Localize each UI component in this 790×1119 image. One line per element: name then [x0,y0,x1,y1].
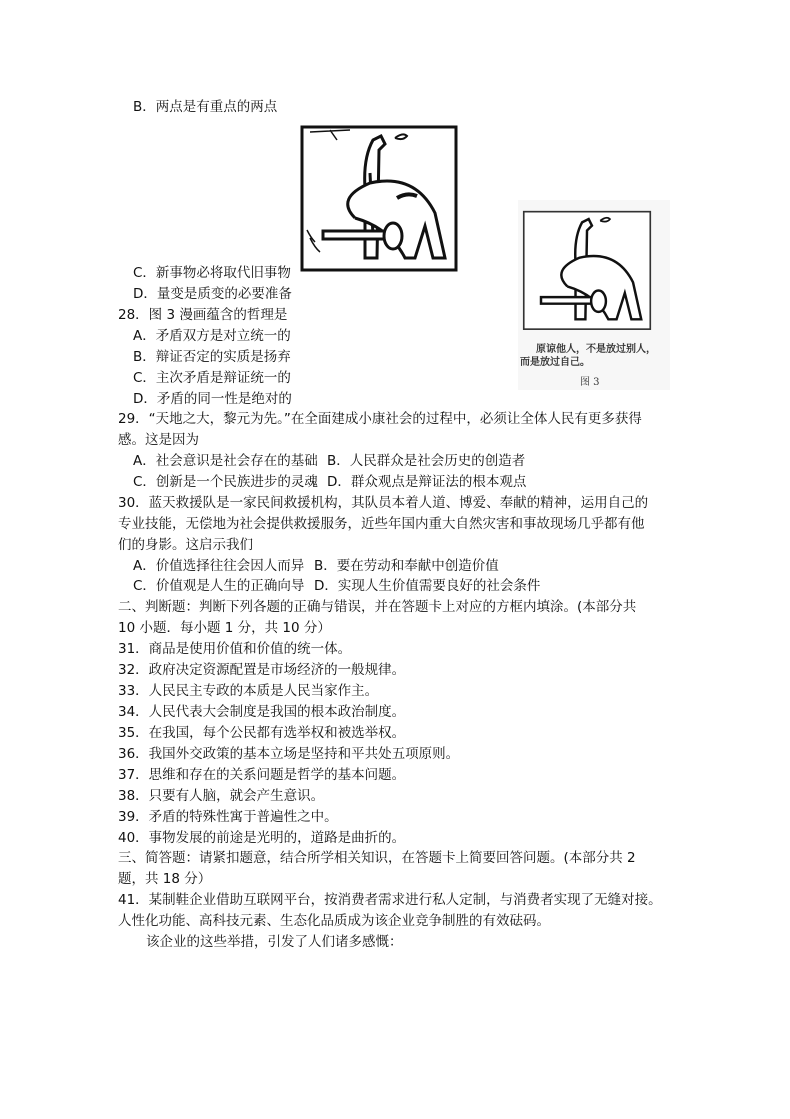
figure-caption-line2: 而是放过自己。 [520,357,590,368]
judgment-item: 38．只要有人脑，就会产生意识。 [118,788,325,804]
judgment-item: 35．在我国，每个公民都有选举权和被选举权。 [118,725,406,741]
q30-option-d: D．实现人生价值需要良好的社会条件 [314,578,541,594]
judgment-item: 34．人民代表大会制度是我国的根本政治制度。 [118,704,406,720]
section3-heading-line2: 题，共 18 分） [118,871,212,887]
q30-stem-line1: 30．蓝天救援队是一家民间救援机构，其队员本着人道、博爱、奉献的精神，运用自己的 [118,495,649,511]
judgment-item: 37．思维和存在的关系问题是哲学的基本问题。 [118,767,406,783]
q27-option-b: B．两点是有重点的两点 [133,99,278,115]
judgment-item: 40．事物发展的前途是光明的，道路是曲折的。 [118,830,406,846]
q29-option-a: A．社会意识是社会存在的基础 [133,453,318,469]
q30-stem-line2: 专业技能，无偿地为社会提供救援服务，近些年国内重大自然灾害和事故现场几乎都有他 [118,516,645,532]
section2-heading-line1: 二、判断题：判断下列各题的正确与错误，并在答题卡上对应的方框内填涂。(本部分共 [118,599,637,615]
q27-option-c: C．新事物必将取代旧事物 [133,265,291,281]
q29-stem-line2: 感。这是因为 [118,432,199,448]
q28-option-c: C．主次矛盾是辩证统一的 [133,370,291,386]
q30-option-b: B．要在劳动和奉献中创造价值 [314,558,499,574]
figure-label: 图 3 [580,377,600,388]
judgment-item: 31．商品是使用价值和价值的统一体。 [118,641,352,657]
q27-option-d: D．量变是质变的必要准备 [133,286,292,302]
q29-option-c: C．创新是一个民族进步的灵魂 [133,474,318,490]
q29-option-d: D．群众观点是辩证法的根本观点 [327,474,527,490]
q28-option-d: D．矛盾的同一性是绝对的 [133,391,292,407]
q28-option-a: A．矛盾双方是对立统一的 [133,328,291,344]
figure-caption-line1: 原谅他人，不是放过别人， [536,344,656,355]
q30-stem-line3: 们的身影。这启示我们 [118,537,253,553]
judgment-item: 36．我国外交政策的基本立场是坚持和平共处五项原则。 [118,746,460,762]
q41-line2: 人性化功能、高科技元素、生态化品质成为该企业竞争制胜的有效砝码。 [118,913,550,929]
figure-3 [518,200,670,390]
q29-stem-line1: 29．“天地之大，黎元为先。”在全面建成小康社会的过程中，必须让全体人民有更多获得 [118,411,642,427]
section2-heading-line2: 10 小题．每小题 1 分，共 10 分） [118,620,331,636]
cartoon-image-small [518,200,670,340]
cartoon-image-large [295,118,480,278]
q30-option-a: A．价值选择往往会因人而异 [133,558,305,574]
judgment-item: 33．人民民主专政的本质是人民当家作主。 [118,683,379,699]
q41-line1: 41．某制鞋企业借助互联网平台，按消费者需求进行私人定制，与消费者实现了无缝对接。 [118,892,662,908]
q41-line3: 该企业的这些举措，引发了人们诸多感慨： [146,934,403,950]
judgment-item: 39．矛盾的特殊性寓于普遍性之中。 [118,809,338,825]
q30-option-c: C．价值观是人生的正确向导 [133,578,305,594]
section3-heading-line1: 三、简答题：请紧扣题意，结合所学相关知识，在答题卡上简要回答问题。(本部分共 2 [118,850,636,866]
q28-option-b: B．辩证否定的实质是扬弃 [133,349,291,365]
judgment-item: 32．政府决定资源配置是市场经济的一般规律。 [118,662,406,678]
q28-stem: 28．图 3 漫画蕴含的哲理是 [118,307,288,323]
q29-option-b: B．人民群众是社会历史的创造者 [327,453,526,469]
